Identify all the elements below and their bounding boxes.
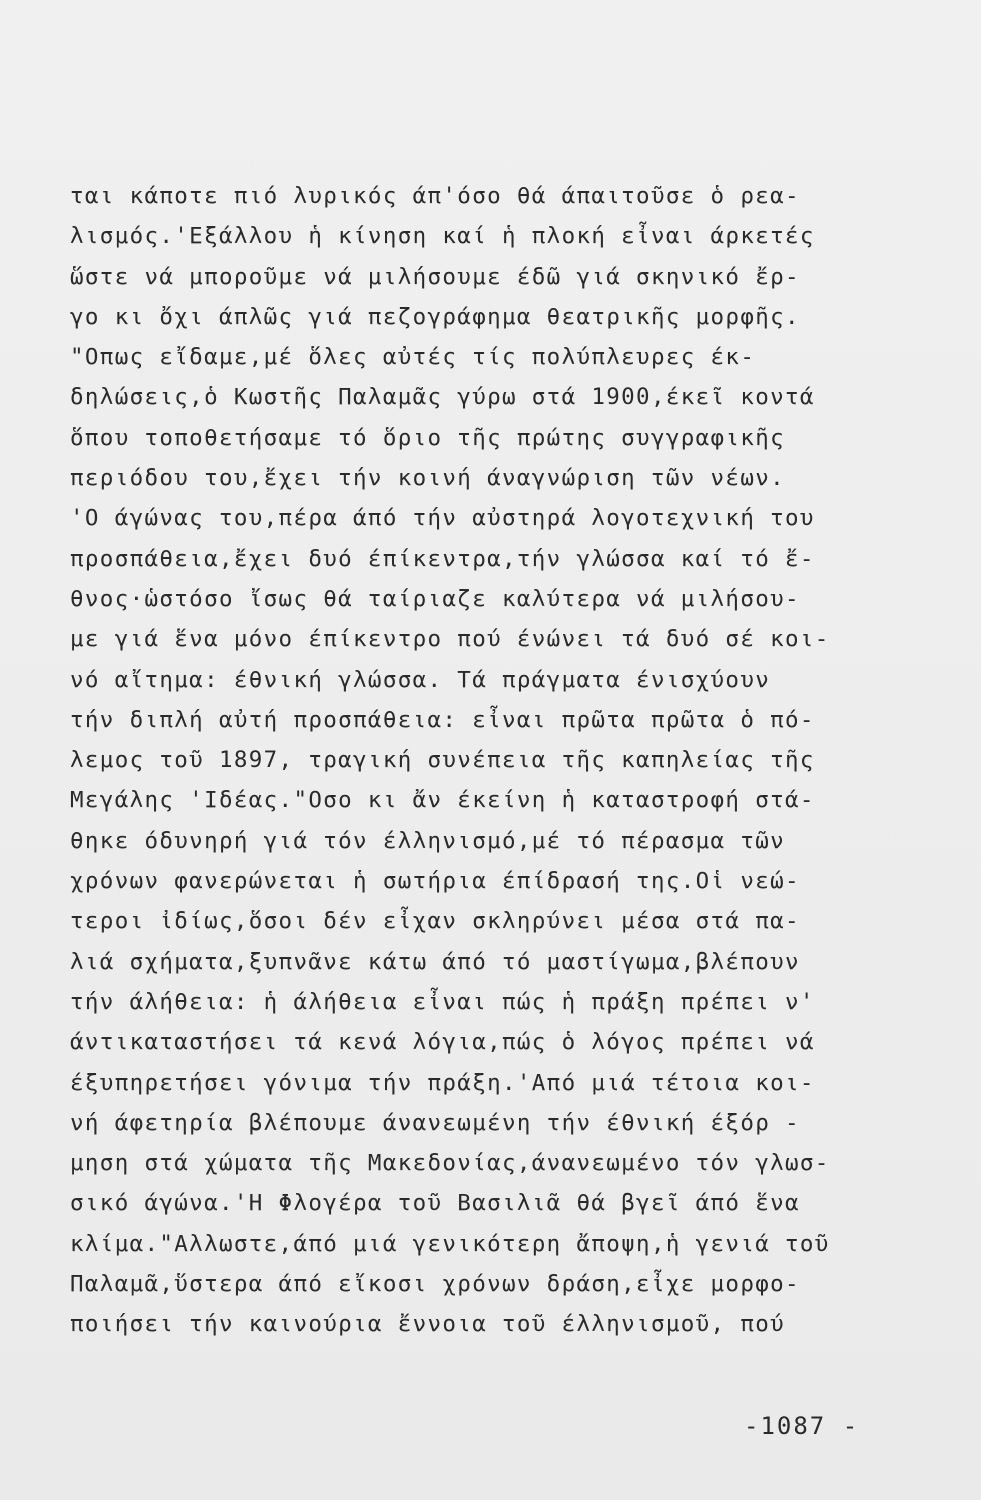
text-line: λιά σχήματα,ξυπνᾶνε κάτω άπό τό μαστίγωμα,βλέπουν [70, 948, 800, 975]
text-line: θνος·ὡστόσο ἴσως θά ταίριαζε καλύτερα νά μιλήσου- [70, 585, 800, 612]
text-line: νό αἴτημα: έθνική γλώσσα. Τά πράγματα ένισχύουν [70, 666, 771, 693]
text-line: άντικαταστήσει τά κενά λόγια,πώς ὁ λόγος πρέπει νά [70, 1029, 815, 1056]
text-line: "Οπως εἴδαμε,μέ ὅλες αὐτές τίς πολύπλευρες έκ- [70, 344, 756, 371]
text-line: ὅπου τοποθετήσαμε τό ὅριο τῆς πρώτης συγγραφικῆς [70, 424, 786, 451]
text-line: ται κάποτε πιό λυρικός άπ'όσο θά άπαιτοῦσε ὁ ρεα- [70, 183, 800, 209]
text-line: λισμός.'Εξάλλου ἡ κίνηση καί ἡ πλοκή εἶναι άρκετές [70, 223, 815, 250]
text-line: Παλαμᾶ,ὕστερα άπό εἴκοσι χρόνων δράση,εἶχε μορφο- [70, 1271, 800, 1298]
text-line: προσπάθεια,ἔχει δυό έπίκεντρα,τήν γλώσσα καί τό ἔ- [70, 545, 815, 572]
text-line: ὥστε νά μποροῦμε νά μιλήσουμε έδῶ γιά σκηνικό ἔρ- [70, 263, 800, 290]
text-line: περιόδου του,ἔχει τήν κοινή άναγνώριση τῶν νέων. [70, 465, 786, 492]
text-line: χρόνων φανερώνεται ἡ σωτήρια έπίδρασή της.Οἱ νεώ- [70, 868, 800, 895]
text-line: έξυπηρετήσει γόνιμα τήν πράξη.'Από μιά τέτοια κοι- [70, 1069, 815, 1096]
text-line: Μεγάλης 'Ιδέας."Οσο κι ἄν έκείνη ἡ καταστροφή στά- [70, 787, 815, 814]
text-line: 'Ο άγώνας του,πέρα άπό τήν αὐστηρά λογοτεχνική του [70, 505, 815, 532]
text-line: σικό άγώνα.'Η Φλογέρα τοῦ Βασιλιᾶ θά βγεῖ άπό ἕνα [70, 1190, 800, 1217]
text-line: τήν άλήθεια: ἡ άλήθεια εἶναι πώς ἡ πράξη πρέπει ν' [70, 988, 815, 1015]
text-line: νή άφετηρία βλέπουμε άνανεωμένη τήν έθνική έξόρ - [70, 1109, 800, 1136]
text-line: τήν διπλή αὐτή προσπάθεια: εἶναι πρῶτα πρῶτα ὁ πό- [70, 706, 815, 733]
text-line: ποιήσει τήν καινούρια ἔννοια τοῦ έλληνισμοῦ, πού [70, 1311, 786, 1338]
page-number: -1087 - [744, 1412, 860, 1440]
text-line: δηλώσεις,ὁ Κωστῆς Παλαμᾶς γύρω στά 1900,έκεῖ κοντά [70, 384, 815, 411]
body-text [70, 176, 910, 1345]
text-line: μηση στά χώματα τῆς Μακεδονίας,άνανεωμένο τόν γλωσ- [70, 1150, 830, 1177]
text-line: με γιά ἕνα μόνο έπίκεντρο πού ένώνει τά δυό σέ κοι- [70, 626, 830, 653]
text-line: λεμος τοῦ 1897, τραγική συνέπεια τῆς καπηλείας τῆς [70, 747, 815, 774]
text-line: θηκε όδυνηρή γιά τόν έλληνισμό,μέ τό πέρασμα τῶν [70, 827, 786, 854]
text-line: τεροι ἰδίως,ὅσοι δέν εἶχαν σκληρύνει μέσα στά πα- [70, 908, 800, 935]
text-line: γο κι ὄχι άπλῶς γιά πεζογράφημα θεατρικῆς μορφῆς. [70, 303, 800, 330]
text-line: κλίμα."Αλλωστε,άπό μιά γενικότερη ἄποψη,ἡ γενιά τοῦ [70, 1230, 830, 1257]
